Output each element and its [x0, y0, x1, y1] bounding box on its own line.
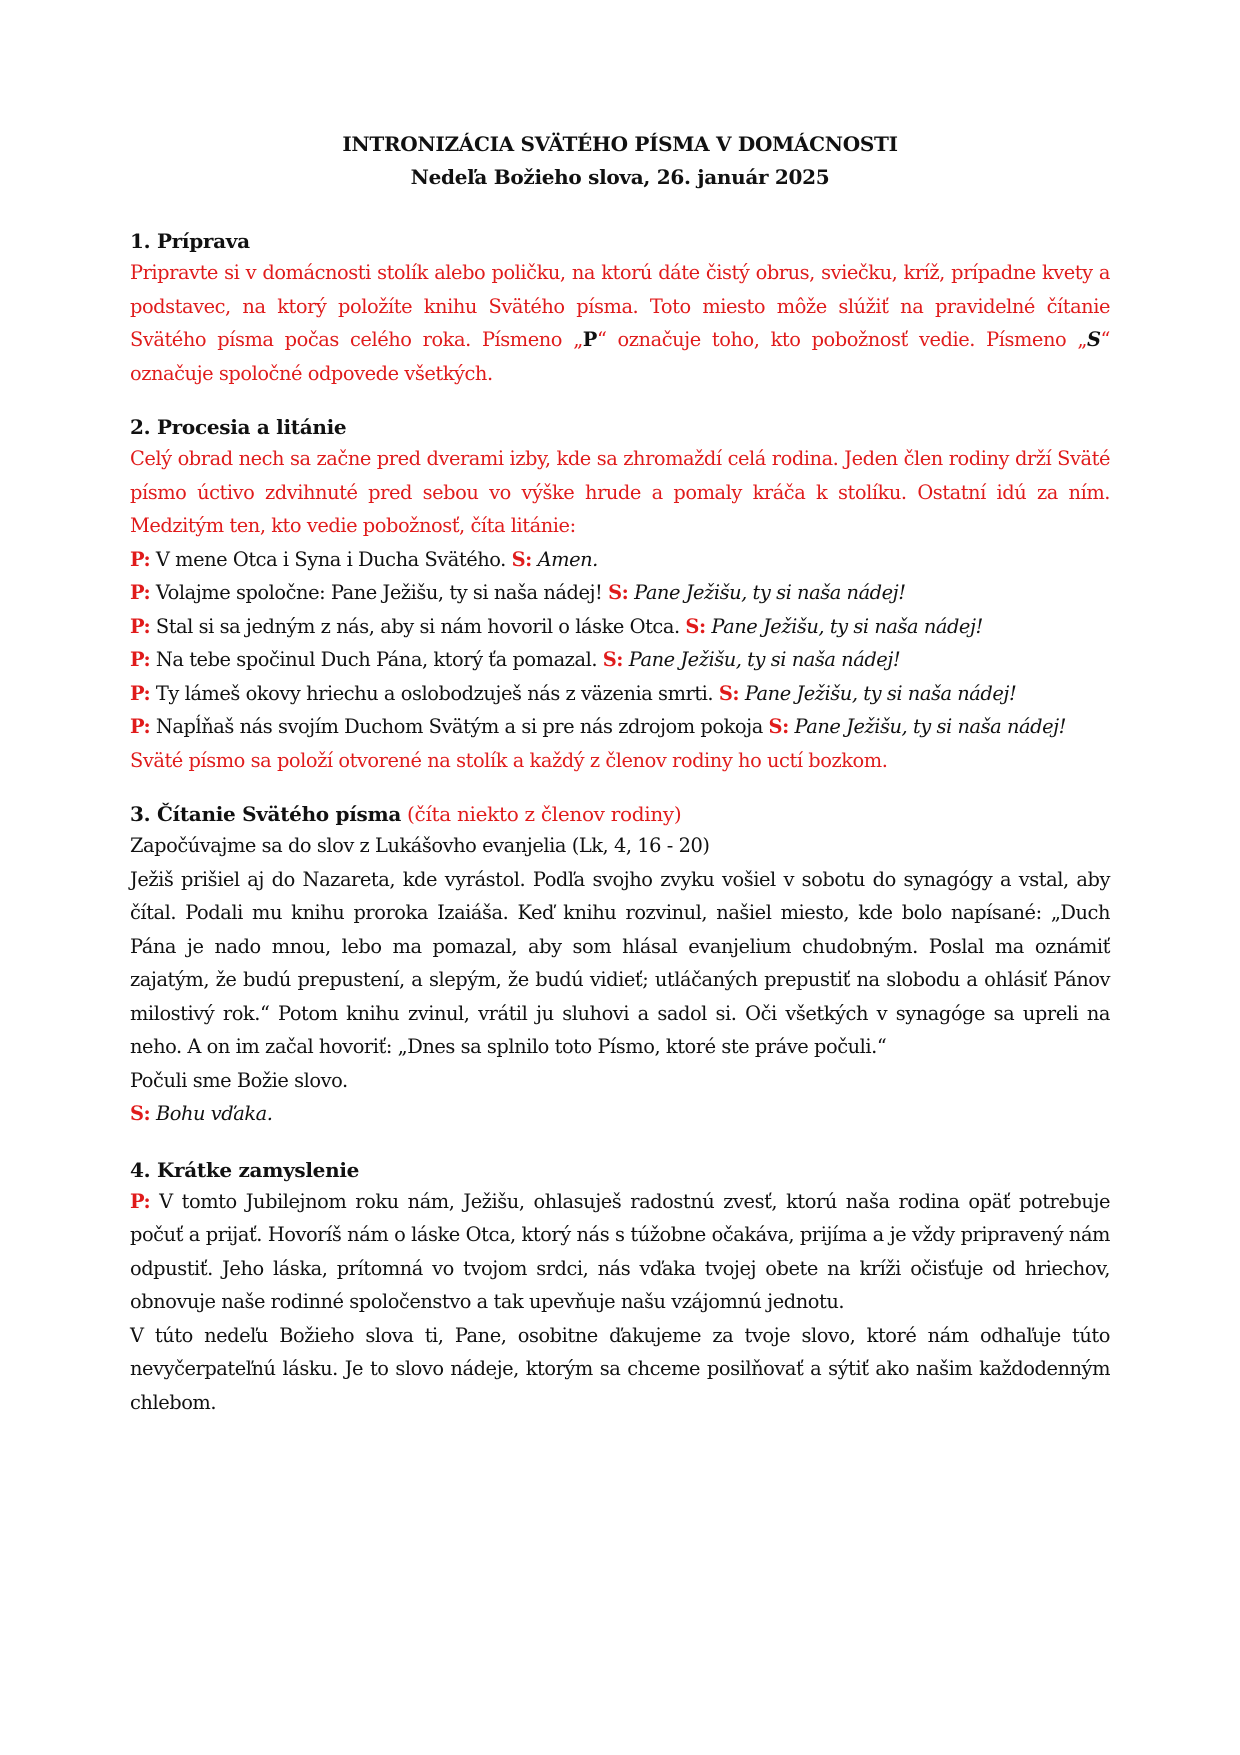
acclamation: Počuli sme Božie slovo.	[130, 1068, 348, 1092]
section-heading: 2. Procesia a litánie	[130, 415, 347, 439]
heading-note: (číta niekto z členov rodiny)	[400, 802, 682, 826]
section-procession	[130, 412, 1110, 777]
litany-line	[130, 543, 1110, 577]
response-text: Pane Ježišu, ty si naša nádej!	[788, 715, 1066, 738]
reflection-paragraph: V túto nedeľu Božieho slova ti, Pane, osobitne ďakujeme za tvoje slovo, ktoré nám odhaľuje túto nevyčerpateľnú lásku. Je to slovo nádeje, ktorým sa chceme posilňovať a sýtiť ako našim každodenným chlebom.	[130, 1323, 1110, 1414]
litany-line	[130, 677, 1110, 711]
procession-instructions: Celý obrad nech sa začne pred dverami izby, kde sa zhromaždí celá rodina. Jeden člen rodiny drží Sväté písmo úctivo zdvihnuté pred sebou vo výške hrude a pomaly kráča k stolíku. Ostatní idú za ním. Medzitým ten, kto vedie pobožnosť, číta litánie:	[130, 447, 1110, 537]
litany-line	[130, 576, 1110, 610]
section-preparation	[130, 226, 1110, 390]
leader-label: P:	[130, 581, 151, 604]
litany-line	[130, 710, 1110, 744]
response-line	[130, 1097, 1110, 1131]
leader-text: V mene Otca i Syna i Ducha Svätého.	[150, 547, 512, 571]
leader-text: Napĺňaš nás svojím Duchom Svätým a si pre nás zdrojom pokoja	[150, 715, 769, 738]
document-subtitle: Nedeľa Božieho slova, 26. január 2025	[410, 165, 830, 189]
leader-text: Na tebe spočinul Duch Pána, ktorý ťa pomazal.	[150, 648, 603, 671]
document-title: INTRONIZÁCIA SVÄTÉHO PÍSMA V DOMÁCNOSTI	[342, 132, 898, 156]
section-heading-line	[130, 799, 1110, 829]
procession-closing: Sväté písmo sa položí otvorené na stolík a každý z členov rodiny ho uctí bozkom.	[130, 748, 888, 772]
response-text: Pane Ježišu, ty si naša nádej!	[623, 648, 901, 671]
litany-line	[130, 610, 1110, 644]
leader-label: P:	[130, 681, 151, 705]
document-page	[130, 128, 1110, 1419]
litany-line	[130, 643, 1110, 677]
leader-label: P:	[130, 1189, 151, 1213]
leader-label: P:	[130, 547, 151, 571]
letter-s: S	[1086, 328, 1101, 351]
leader-text: Volajme spoločne: Pane Ježišu, ty si naša nádej!	[150, 581, 609, 604]
response-label: S:	[768, 715, 789, 738]
response-label: S:	[602, 648, 624, 671]
leader-text: Stal si sa jedným z nás, aby si nám hovoril o láske Otca.	[150, 614, 686, 638]
leader-text: Ty lámeš okovy hriechu a oslobodzuješ nás z väzenia smrti.	[150, 681, 719, 705]
reflection-text: V tomto Jubilejnom roku nám, Ježišu, ohlasuješ radostnú zvesť, ktorú naša rodina opäť potrebuje počuť a prijať. Hovoríš nám o láske Otca, ktorý nás s túžobne očakáva, prijíma a je vždy pripravený nám odpustiť. Jeho láska, prítomná vo tvojom srdci, nás vďaka tvojej obete na kríži očisťuje od hriechov, obnovuje naše rodinné spoločenstvo a tak upevňuje našu vzájomnú jednotu.	[130, 1189, 1110, 1313]
leader-label: P:	[130, 614, 151, 638]
instructions-text: “ označuje toho, kto pobožnosť vedie. Písmeno „	[596, 328, 1087, 351]
instructions-text: “ označuje spoločné odpovede všetkých.	[130, 328, 1110, 385]
response-label: S:	[685, 614, 706, 638]
section-heading: 1. Príprava	[130, 229, 250, 253]
leader-label: P:	[130, 648, 151, 671]
letter-p: P	[582, 328, 597, 351]
response-text: Pane Ježišu, ty si naša nádej!	[739, 681, 1017, 705]
instructions-text: Pripravte si v domácnosti stolík alebo poličku, na ktorú dáte čistý obrus, sviečku, kríž, prípadne kvety a podstavec, na ktorý položíte knihu Svätého písma. Toto miesto môže slúžiť na pravidelné čítanie Svätého písma počas celého roka. Písmeno „	[130, 261, 1110, 351]
response-label: S:	[130, 1102, 151, 1125]
section-heading: 4. Krátke zamyslenie	[130, 1157, 360, 1182]
response-text: Bohu vďaka.	[150, 1102, 273, 1125]
reading-intro: Započúvajme sa do slov z Lukášovho evanjelia (Lk, 4, 16 - 20)	[130, 834, 710, 857]
response-text: Amen.	[531, 547, 598, 571]
response-label: S:	[608, 581, 629, 604]
leader-label: P:	[130, 715, 151, 738]
response-label: S:	[511, 547, 532, 571]
response-text: Pane Ježišu, ty si naša nádej!	[705, 614, 983, 638]
reflection-paragraph	[130, 1185, 1110, 1319]
section-reflection	[130, 1155, 1110, 1420]
gospel-reading: Ježiš prišiel aj do Nazareta, kde vyrástol. Podľa svojho zvyku vošiel v sobotu do synagógy a vstal, aby čítal. Podali mu knihu proroka Izaiáša. Keď knihu rozvinul, našiel miesto, kde bolo napísané: „Duch Pána je nado mnou, lebo ma pomazal, aby som hlásal evanjelium chudobným. Poslal ma oznámiť zajatým, že budú prepustení, a slepým, že budú vidieť; utláčaných prepustiť na slobodu a ohlásiť Pánov milostivý rok.“ Potom knihu zvinul, vrátil ju sluhovi a sadol si. Oči všetkých v synagóge sa upreli na neho. A on im začal hovoriť: „Dnes sa splnilo toto Písmo, ktoré ste práve počuli.“	[130, 867, 1110, 1058]
section-reading	[130, 799, 1110, 1131]
response-label: S:	[718, 681, 740, 705]
response-text: Pane Ježišu, ty si naša nádej!	[628, 581, 906, 604]
instructions-paragraph	[130, 256, 1110, 390]
section-heading: 3. Čítanie Svätého písma	[130, 802, 401, 826]
